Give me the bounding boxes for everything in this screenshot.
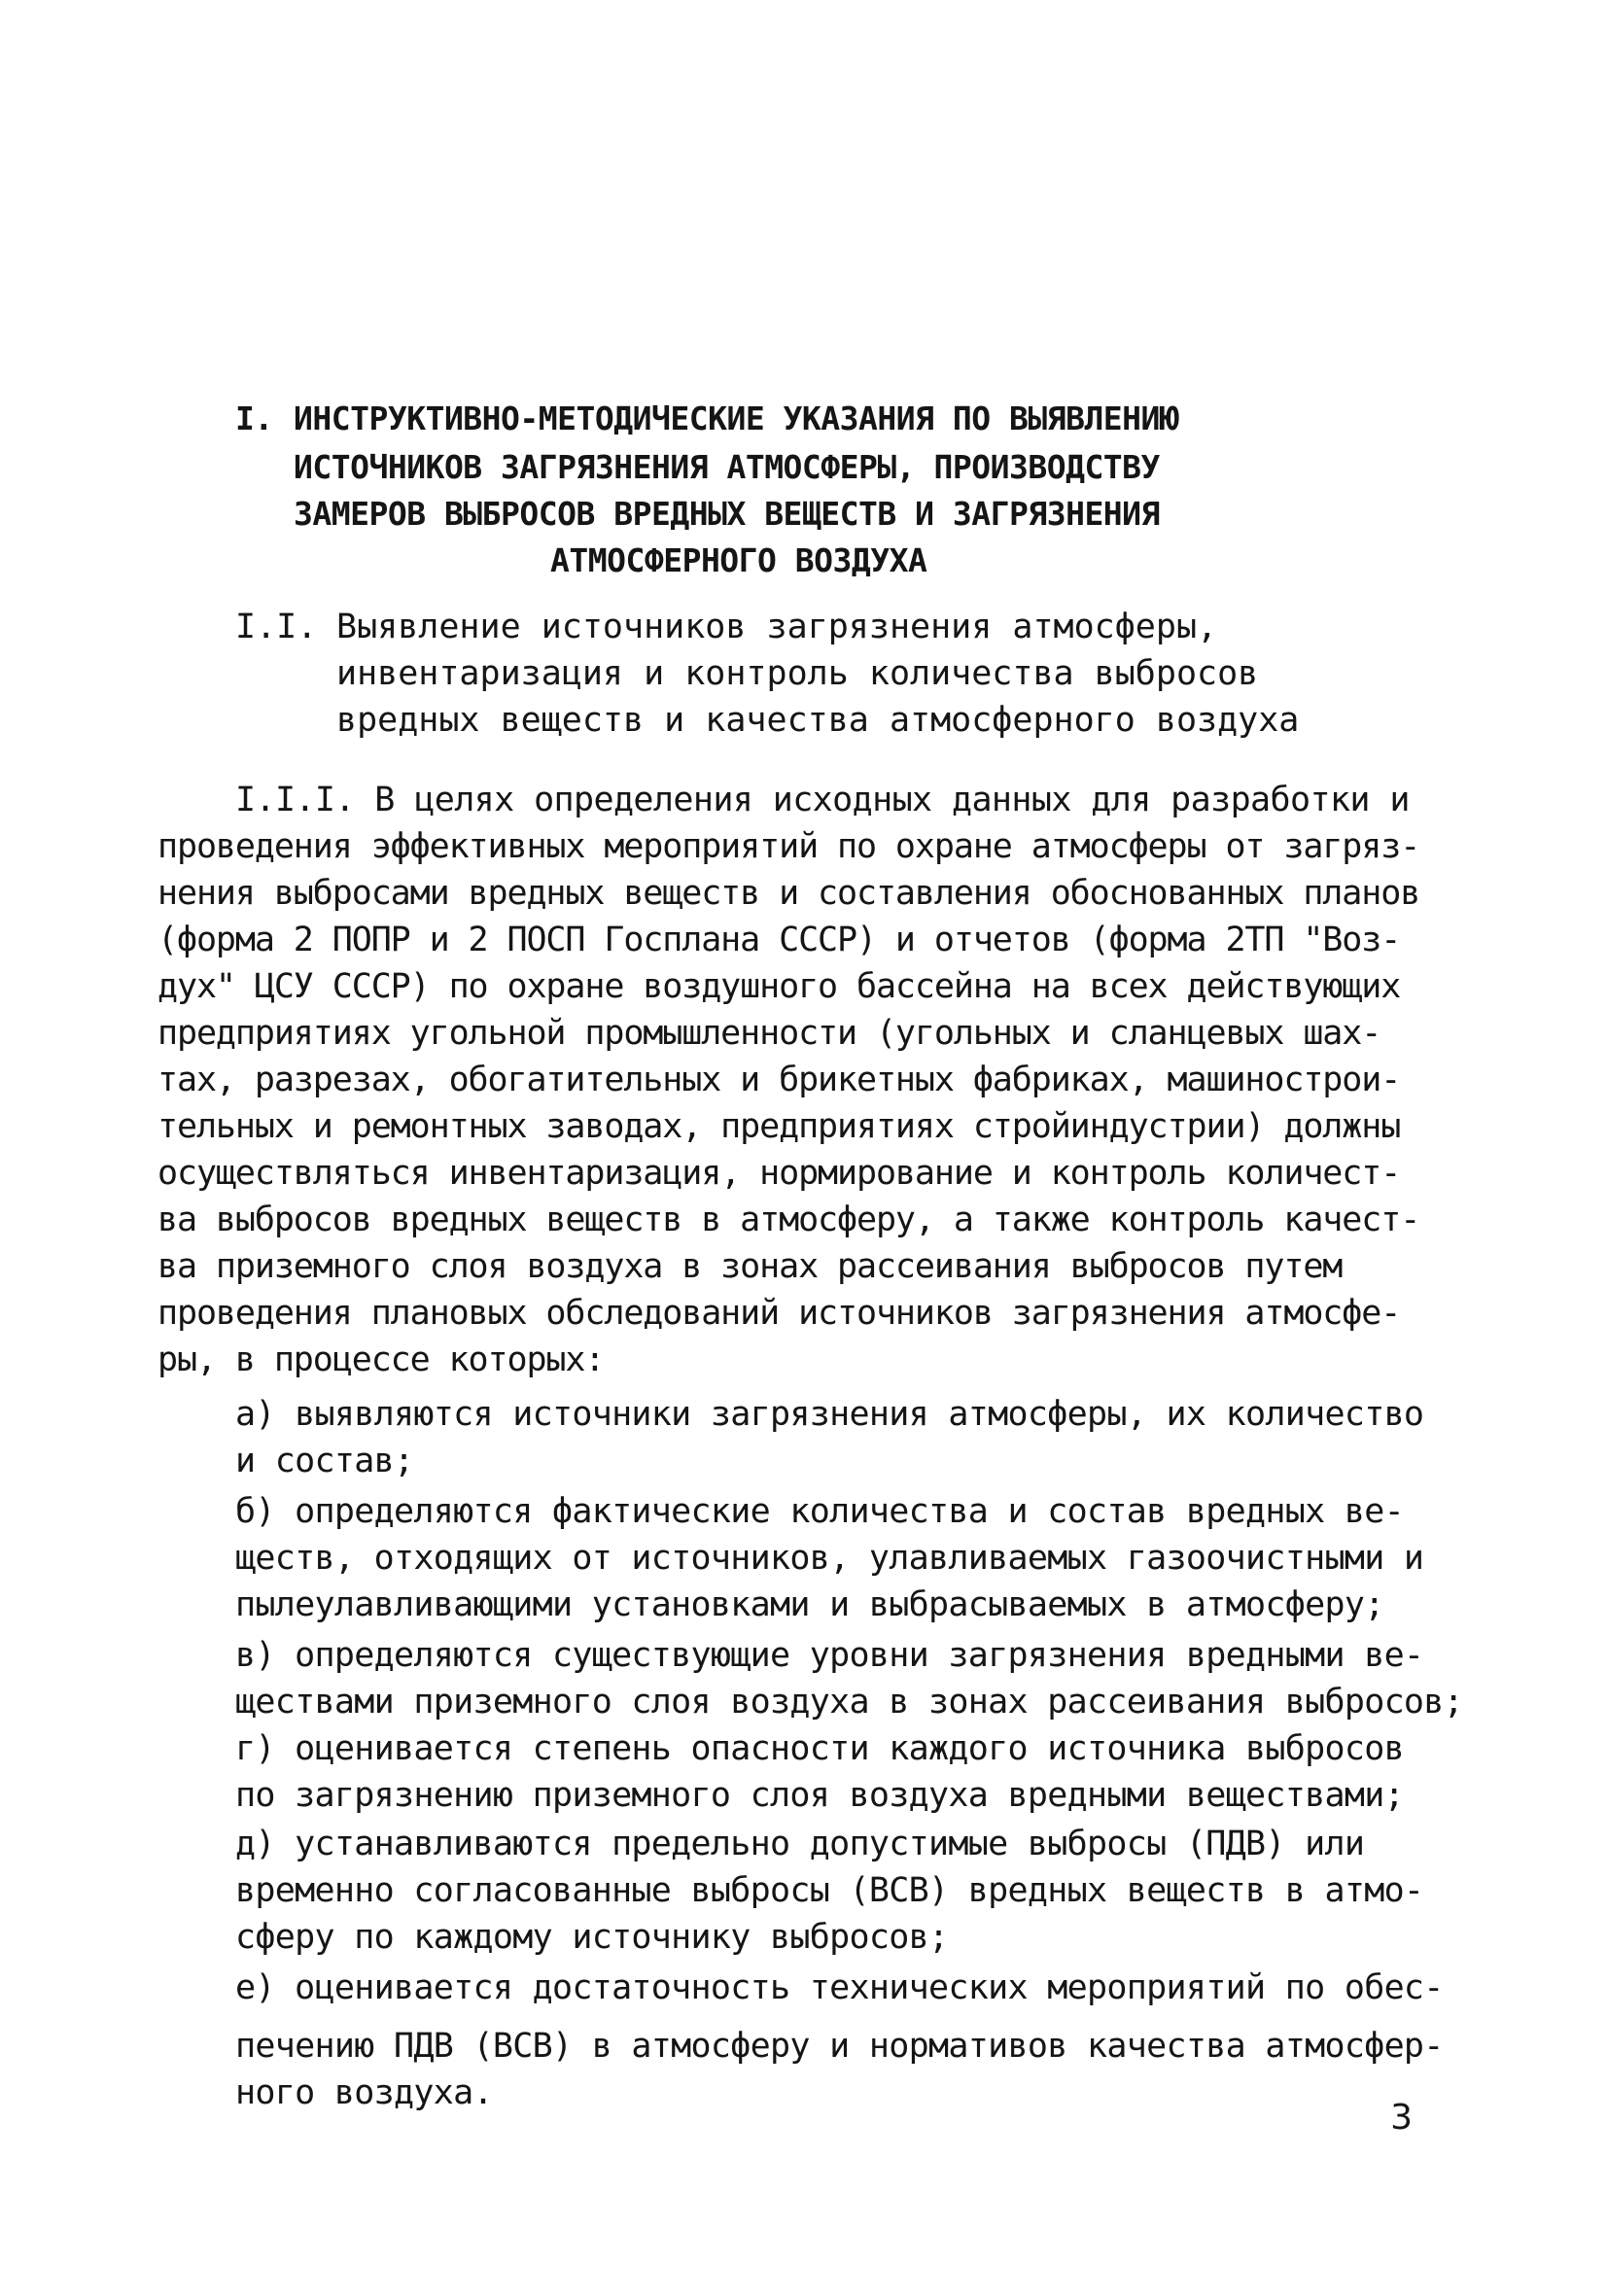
paragraph-line: I.I.I. В целях определения исходных данных для разработки и (235, 781, 1410, 819)
paragraph-line: проведения плановых обследований источников загрязнения атмосфе- (157, 1294, 1401, 1333)
list-item-line: ного воздуха. (235, 2073, 493, 2112)
section-title-line-2: ИСТОЧНИКОВ ЗАГРЯЗНЕНИЯ АТМОСФЕРЫ, ПРОИЗВОДСТВУ (294, 448, 1160, 486)
subsection-title-line-1: Выявление источников загрязнения атмосферы, (336, 608, 1218, 646)
list-item-line: печению ПДВ (ВСВ) в атмосферу и нормативов качества атмосфер- (235, 2027, 1444, 2066)
section-title-line-1: ИНСТРУКТИВНО-МЕТОДИЧЕСКИЕ УКАЗАНИЯ ПО ВЫЯВЛЕНИЮ (294, 400, 1179, 437)
section-title-line-3: ЗАМЕРОВ ВЫБРОСОВ ВРЕДНЫХ ВЕЩЕСТВ И ЗАГРЯЗНЕНИЯ (294, 495, 1160, 533)
list-item-line: е) оценивается достаточность технических мероприятий по обес- (235, 1968, 1444, 2007)
subsection-title-line-2: инвентаризация и контроль количества выбросов (336, 654, 1259, 693)
section-number: I. (235, 400, 273, 437)
list-item-line: д) устанавливаются предельно допустимые выбросы (ПДВ) или (235, 1825, 1365, 1863)
section-title-line-4: АТМОСФЕРНОГО ВОЗДУХА (550, 541, 927, 579)
paragraph-line: предприятиях угольной промышленности (угольных и сланцевых шах- (157, 1014, 1381, 1053)
subsection-number: I.I. (235, 608, 318, 646)
paragraph-line: тельных и ремонтных заводах, предприятиях стройиндустрии) должны (157, 1107, 1401, 1146)
paragraph-line: проведения эффективных мероприятий по охране атмосферы от загряз- (157, 827, 1420, 866)
list-item-line: сферу по каждому источнику выбросов; (235, 1918, 949, 1957)
list-item-line: в) определяются существующие уровни загрязнения вредными ве- (235, 1636, 1424, 1675)
paragraph-line: (форма 2 ПОПР и 2 ПОСП Госплана СССР) и отчетов (форма 2ТП "Воз- (157, 921, 1401, 959)
paragraph-line: тах, разрезах, обогатительных и брикетных фабриках, машинострои- (157, 1061, 1401, 1099)
paragraph-line: ва приземного слоя воздуха в зонах рассеивания выбросов путем (157, 1247, 1343, 1286)
list-item-line: по загрязнению приземного слоя воздуха вредными веществами; (235, 1776, 1404, 1815)
paragraph-line: нения выбросами вредных веществ и составления обоснованных планов (157, 874, 1420, 913)
list-item-line: г) оценивается степень опасности каждого источника выбросов (235, 1729, 1404, 1768)
subsection-title-line-3: вредных веществ и качества атмосферного воздуха (336, 701, 1300, 740)
paragraph-line: ры, в процессе которых: (157, 1340, 605, 1379)
list-item-line: а) выявляются источники загрязнения атмосферы, их количество (235, 1395, 1424, 1434)
page-number: 3 (1390, 2098, 1413, 2138)
paragraph-line: дух" ЦСУ СССР) по охране воздушного бассейна на всех действующих (157, 967, 1401, 1006)
list-item-line: временно согласованные выбросы (ВСВ) вредных веществ в атмо- (235, 1871, 1424, 1910)
list-item-line: ществами приземного слоя воздуха в зонах рассеивания выбросов; (235, 1683, 1464, 1722)
paragraph-line: осуществляться инвентаризация, нормирование и контроль количест- (157, 1154, 1401, 1193)
list-item-line: пылеулавливающими установками и выбрасываемых в атмосферу; (235, 1585, 1384, 1624)
list-item-line: б) определяются фактические количества и состав вредных ве- (235, 1492, 1404, 1531)
paragraph-line: ва выбросов вредных веществ в атмосферу, а также контроль качест- (157, 1200, 1420, 1239)
list-item-line: ществ, отходящих от источников, улавливаемых газоочистными и (235, 1539, 1424, 1578)
list-item-line: и состав; (235, 1442, 414, 1480)
